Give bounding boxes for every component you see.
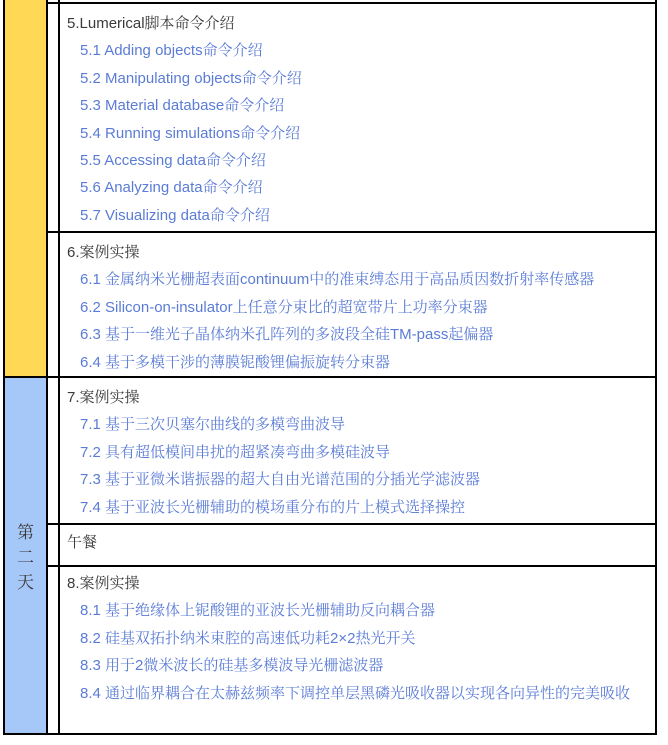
table-row-section7: [60, 378, 655, 523]
section7-item: 7.1 基于三次贝塞尔曲线的多模弯曲波导: [80, 416, 346, 434]
section6-item: 6.2 Silicon-on-insulator上任意分束比的超宽带片上功率分束器: [80, 298, 488, 316]
table-border-right: [655, 0, 657, 735]
day2-label-char: 天: [17, 573, 34, 592]
section5-item: 5.6 Analyzing data命令介绍: [80, 179, 263, 197]
section7-item: 7.4 基于亚波长光栅辅助的模场重分布的片上模式选择操控: [80, 498, 466, 516]
table-row-section8: [60, 567, 655, 733]
section5-header: 5.Lumerical脚本命令介绍: [67, 15, 235, 32]
day2-label-char: 二: [17, 548, 34, 567]
section8-item: 8.4 通过临界耦合在太赫兹频率下调控单层黑磷光吸收器以实现各向异性的完美吸收: [80, 684, 631, 702]
day1-column-cell: [5, 0, 46, 376]
section8-item: 8.3 用于2微米波长的硅基多模波导光栅滤波器: [80, 657, 384, 675]
section7-header: 7.案例实操: [67, 389, 140, 406]
table-border-daycol-right: [46, 0, 48, 735]
section7-item: 7.2 具有超低模间串扰的超紧凑弯曲多模硅波导: [80, 443, 391, 461]
section6-item: 6.3 基于一维光子晶体纳米孔阵列的多波段全硅TM-pass起偏器: [80, 326, 494, 344]
table-border-left: [3, 0, 5, 735]
section6-item: 6.1 金属纳米光栅超表面continuum中的准束缚态用于高品质因数折射率传感器: [80, 271, 595, 289]
section6-header: 6.案例实操: [67, 244, 140, 261]
section8-item: 8.1 基于绝缘体上铌酸锂的亚波长光栅辅助反向耦合器: [80, 602, 436, 620]
section8-item: 8.2 硅基双拓扑纳米束腔的高速低功耗2×2热光开关: [80, 629, 416, 647]
section5-item: 5.1 Adding objects命令介绍: [80, 42, 263, 60]
table-row-lunch: [60, 525, 655, 565]
table-row-section5: [60, 4, 655, 231]
lunch-label: 午餐: [67, 534, 98, 551]
section5-item: 5.7 Visualizing data命令介绍: [80, 206, 270, 224]
section5-item: 5.4 Running simulations命令介绍: [80, 124, 301, 142]
section5-item: 5.3 Material database命令介绍: [80, 97, 285, 115]
section8-header: 8.案例实操: [67, 575, 140, 592]
section7-item: 7.3 基于亚微米谐振器的超大自由光谱范围的分插光学滤波器: [80, 471, 481, 489]
day2-label-char: 第: [17, 523, 34, 542]
section6-item: 6.4 基于多模干涉的薄膜铌酸锂偏振旋转分束器: [80, 353, 391, 371]
section5-item: 5.5 Accessing data命令介绍: [80, 152, 266, 170]
section5-item: 5.2 Manipulating objects命令介绍: [80, 69, 302, 87]
day2-label: [5, 520, 46, 595]
schedule-table: [3, 0, 657, 735]
table-border-bottom: [3, 733, 657, 735]
table-row-section6: [60, 233, 655, 376]
